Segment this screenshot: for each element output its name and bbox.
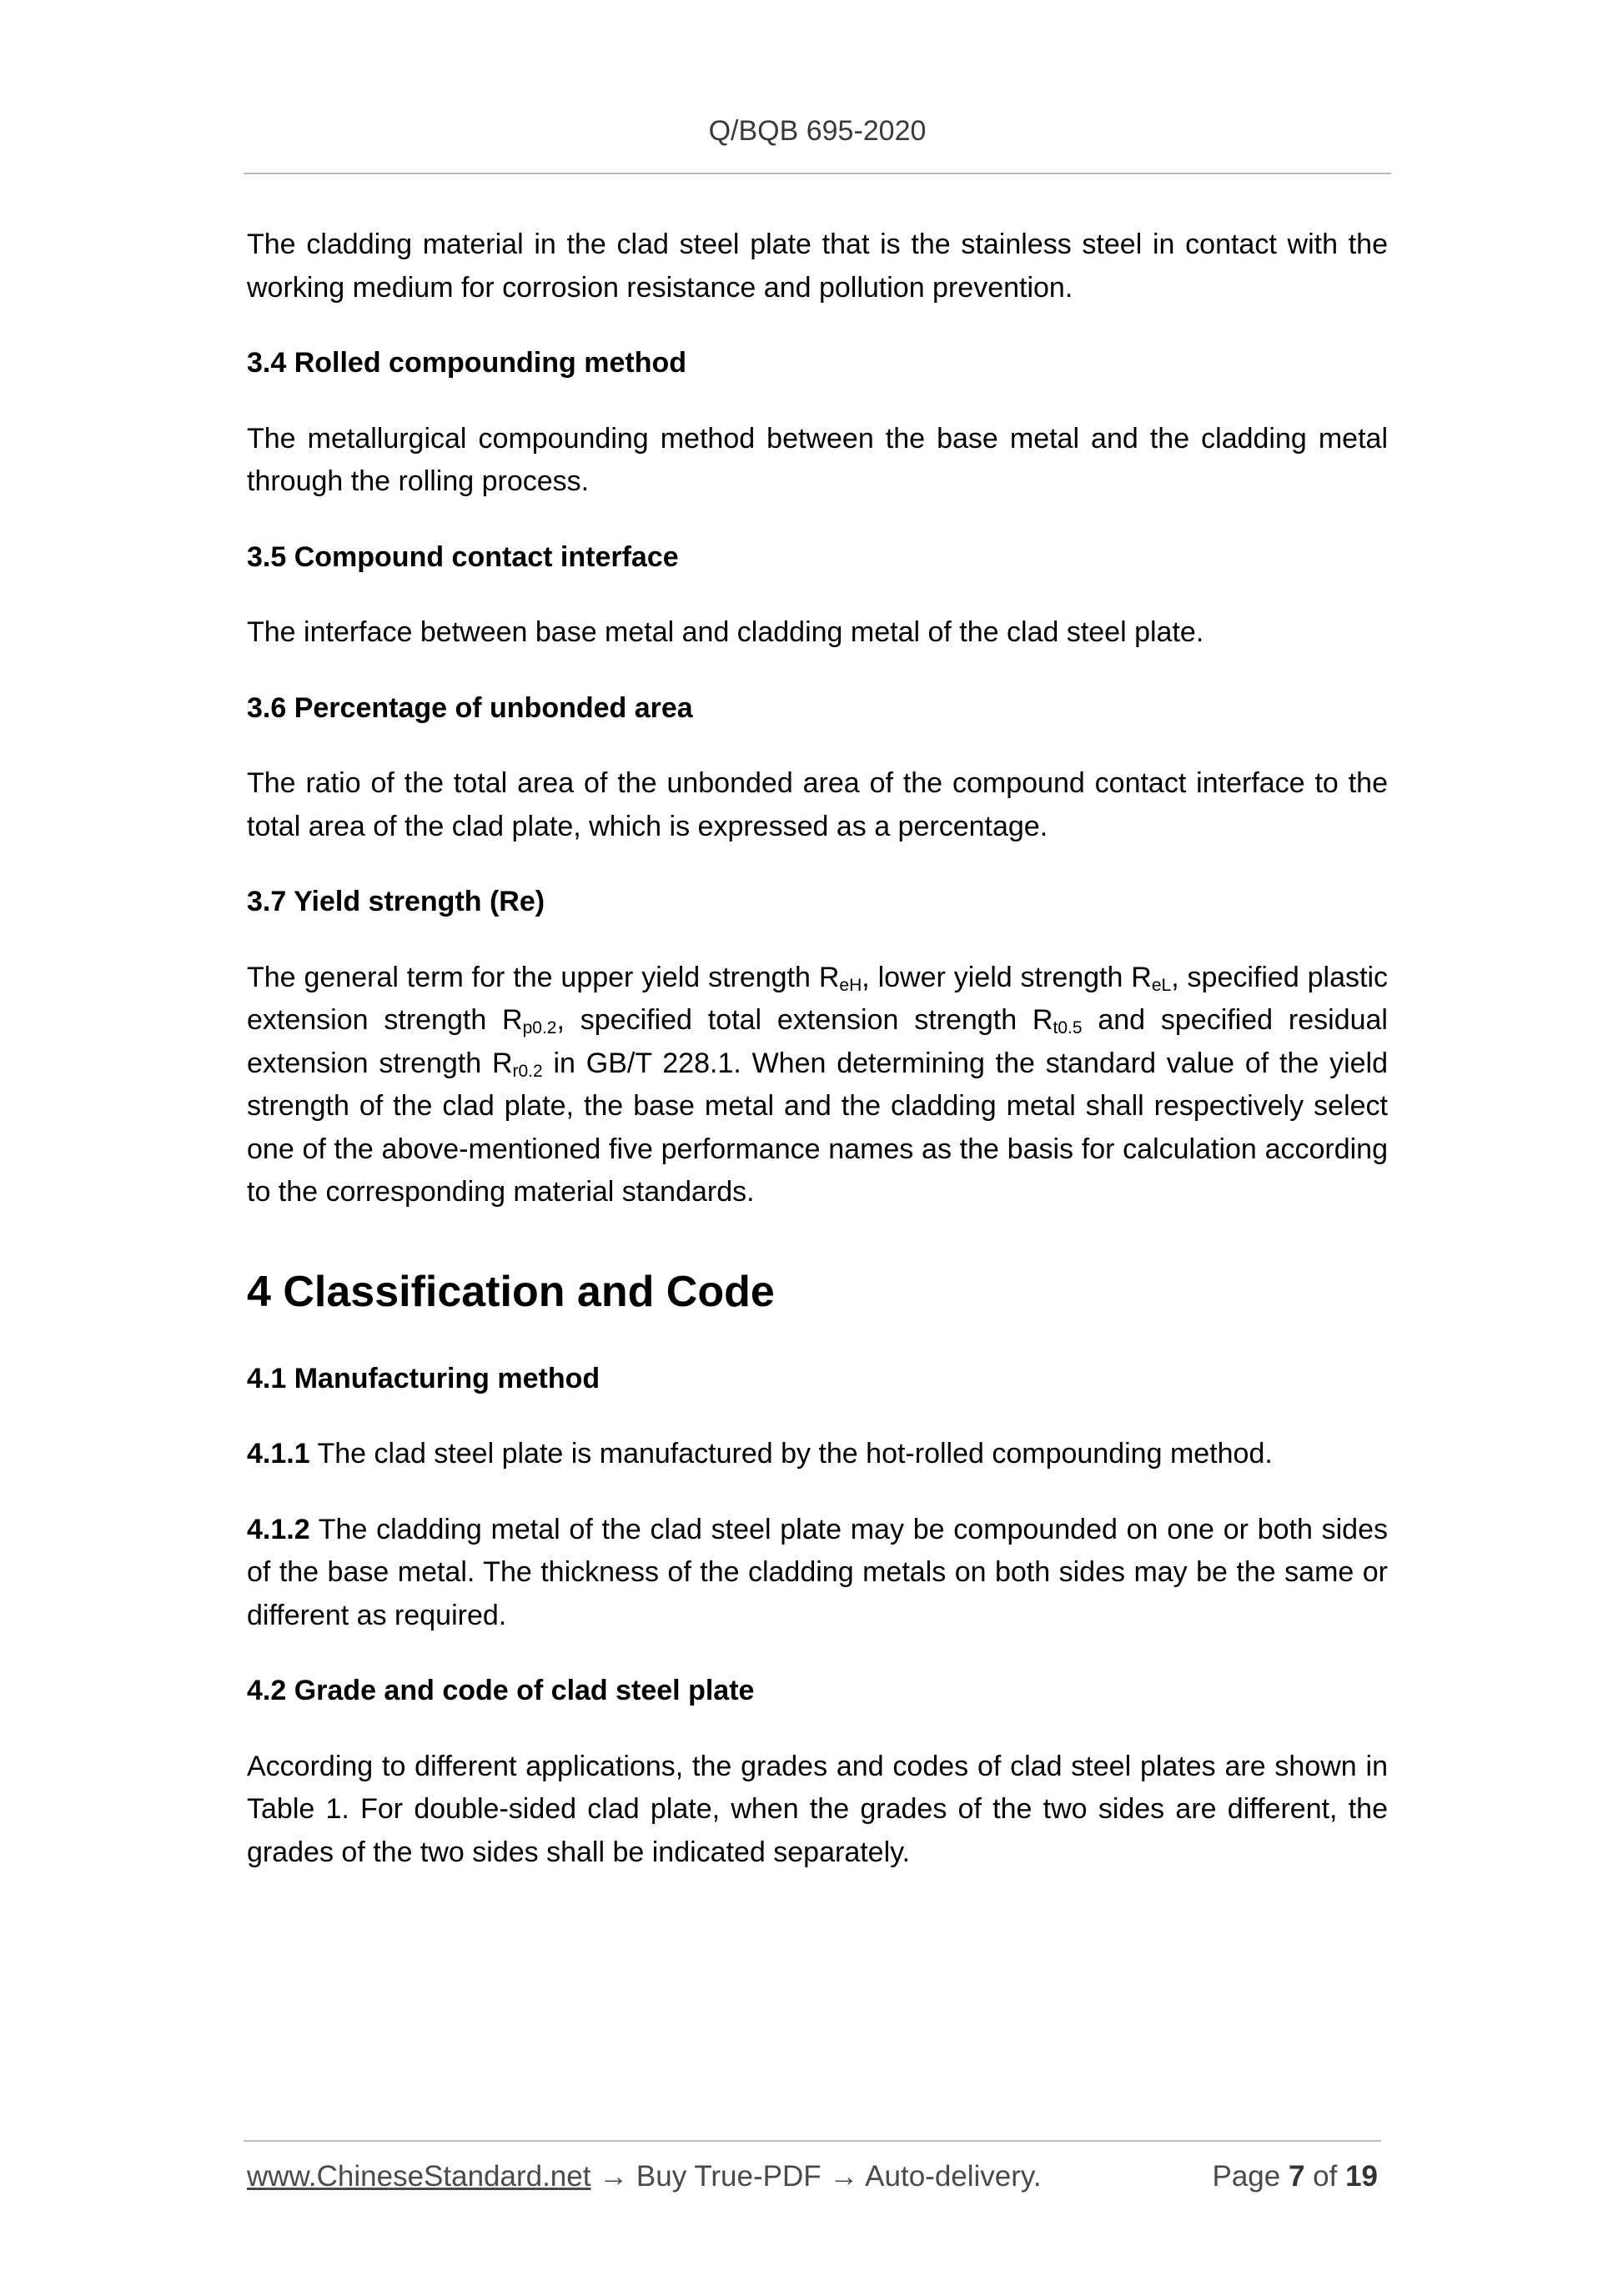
text-run: The general term for the upper yield strength R <box>247 961 840 993</box>
text-run: and specified residual extension strength R <box>247 1004 1388 1079</box>
section-heading-4-1: 4.1 Manufacturing method <box>247 1362 600 1394</box>
text-run: , specified total extension strength R <box>556 1004 1053 1036</box>
paragraph-4-2: According to different applications, the grades and codes of clad steel plates are shown in Table 1. For double-sided clad plate, when the grades of the two sides are different, the grades of the two sides shall be indicated separately. <box>247 1750 1388 1868</box>
of-label: of <box>1304 2160 1346 2193</box>
page-indicator <box>1212 2160 1378 2193</box>
clause-number: 4.1.1 <box>247 1438 310 1470</box>
page-footer <box>247 2160 1378 2193</box>
page-label: Page <box>1212 2160 1289 2193</box>
section-heading-3-4: 3.4 Rolled compounding method <box>247 347 686 379</box>
subscript: p0.2 <box>522 1018 557 1037</box>
section-heading-3-5: 3.5 Compound contact interface <box>247 540 679 573</box>
paragraph-3-5: The interface between base metal and cladding metal of the clad steel plate. <box>247 616 1204 648</box>
subscript: eH <box>839 975 862 995</box>
paragraph-3-6: The ratio of the total area of the unbonded area of the compound contact interface to the total area of the clad plate, which is expressed as a percentage. <box>247 767 1388 842</box>
subscript: t0.5 <box>1053 1018 1083 1037</box>
page-total: 19 <box>1345 2160 1378 2193</box>
text-run: The clad steel plate is manufactured by the hot-rolled compounding method. <box>309 1438 1273 1470</box>
header-divider <box>244 173 1391 174</box>
footer-divider <box>244 2140 1381 2142</box>
page-header: Q/BQB 695-2020 <box>708 115 927 147</box>
paragraph-4-1-1 <box>247 1433 1388 1476</box>
footer-tagline: → Buy True-PDF → Auto-delivery. <box>590 2160 1042 2193</box>
section-heading-4-2: 4.2 Grade and code of clad steel plate <box>247 1675 755 1706</box>
website-link[interactable]: www.ChineseStandard.net <box>247 2160 591 2193</box>
text-run: , lower yield strength R <box>862 961 1152 993</box>
text-run: , specified plastic extension strength R <box>247 961 1389 1036</box>
section-heading-3-7: 3.7 Yield strength (Re) <box>247 886 545 917</box>
page-current: 7 <box>1288 2160 1305 2193</box>
paragraph-cladding-material: The cladding material in the clad steel plate that is the stainless steel in contact with the working medium for corrosion resistance and pollution prevention. <box>247 229 1388 304</box>
chapter-heading-4: 4 Classification and Code <box>247 1267 775 1316</box>
subscript: eL <box>1151 975 1172 995</box>
paragraph-3-4: The metallurgical compounding method between the base metal and the cladding metal through the rolling process. <box>247 422 1388 497</box>
footer-promo <box>247 2160 1042 2193</box>
clause-number: 4.1.2 <box>247 1513 310 1545</box>
document-body <box>247 224 1388 1874</box>
paragraph-4-1-2 <box>247 1509 1388 1638</box>
paragraph-3-7 <box>247 957 1388 1214</box>
subscript: r0.2 <box>512 1061 543 1081</box>
text-run: in GB/T 228.1. When determining the standard value of the yield strength of the clad plate, the base metal and the cladding metal shall respectively select one of the above-mentioned five performance names as the basis for calculation according to the corresponding material standards. <box>247 1047 1388 1208</box>
text-run: The cladding metal of the clad steel plate may be compounded on one or both sides of the base metal. The thickness of the cladding metals on both sides may be the same or different as required. <box>247 1513 1388 1631</box>
section-heading-3-6: 3.6 Percentage of unbonded area <box>247 691 693 724</box>
